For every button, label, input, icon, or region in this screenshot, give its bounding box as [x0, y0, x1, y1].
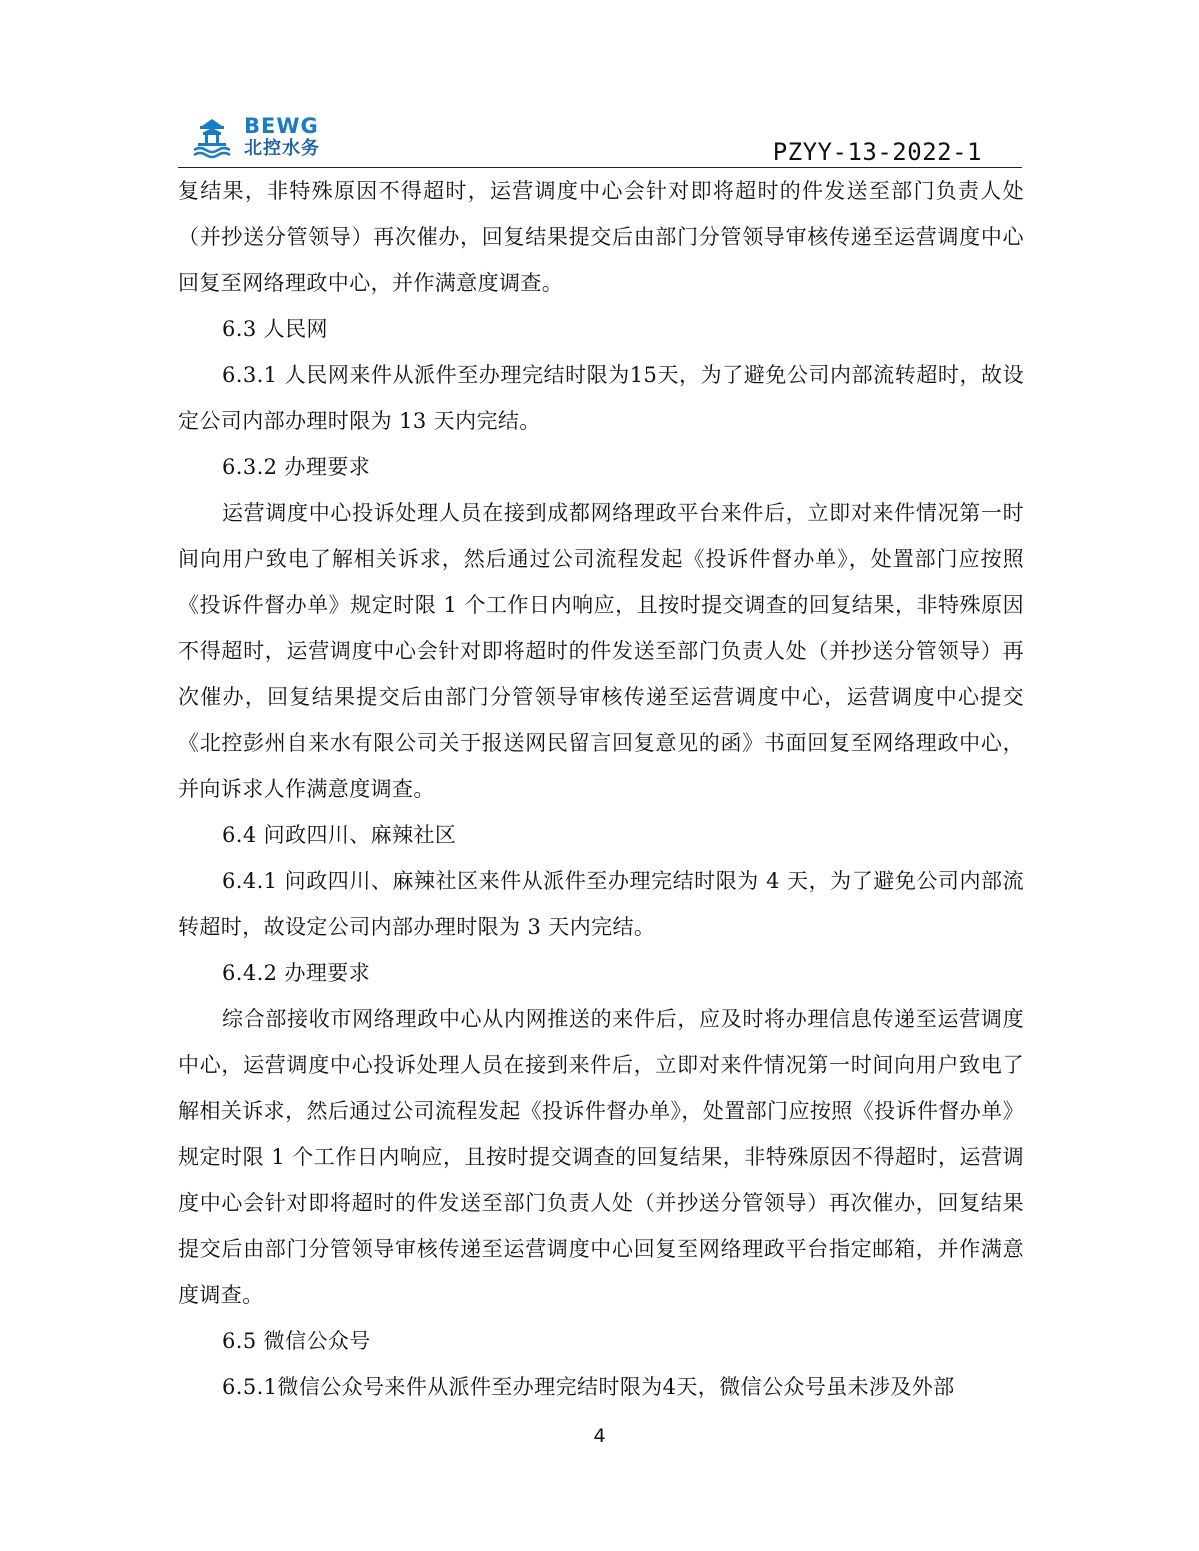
bewg-logo-icon: [188, 114, 236, 162]
page-number: 4: [593, 1425, 606, 1447]
paragraph-6-4-2-body: 综合部接收市网络理政中心从内网推送的来件后，应及时将办理信息传递至运营调度中心，运营调度中心投诉处理人员在接到来件后，立即对来件情况第一时间向用户致电了解相关诉求，然后通过公司流程发起《投诉件督办单》，处置部门应按照《投诉件督办单》规定时限 1 个工作日内响应，且按时提交调查的回复结果，非特殊原因不得超时，运营调度中心会针对即将超时的件发送至部门负责人处（并抄送分管领导）再次催办，回复结果提交后由部门分管领导审核传递至运营调度中心回复至网络理政平台指定邮箱，并作满意度调查。: [178, 1007, 1024, 1307]
logo-chinese-name: 北控水务: [244, 138, 320, 159]
section-heading-6-4-2: 6.4.2 办理要求: [222, 961, 371, 985]
paragraph-6-3-2-body: 运营调度中心投诉处理人员在接到成都网络理政平台来件后，立即对来件情况第一时间向用户致电了解相关诉求，然后通过公司流程发起《投诉件督办单》，处置部门应按照《投诉件督办单》规定时限 1 个工作日内响应，且按时提交调查的回复结果，非特殊原因不得超时，运营调度中心会针对即将超时的件发送至部门负责人处（并抄送分管领导）再次催办，回复结果提交后由部门分管领导审核传递至运营调度中心，运营调度中心提交《北控彭州自来水有限公司关于报送网民留言回复意见的函》书面回复至网络理政中心，并向诉求人作满意度调查。: [178, 501, 1024, 801]
section-heading-6-5: 6.5 微信公众号: [222, 1329, 371, 1353]
document-code: PZYY-13-2022-1: [772, 138, 982, 166]
document-body: [178, 168, 1024, 1410]
page-header: [178, 110, 1022, 168]
logo-english-name: BEWG: [244, 114, 319, 138]
paragraph-6-4-1: 6.4.1 问政四川、麻辣社区来件从派件至办理完结时限为 4 天，为了避免公司内部流转超时，故设定公司内部办理时限为 3 天内完结。: [178, 869, 1024, 939]
paragraph-6-3-1: 6.3.1 人民网来件从派件至办理完结时限为15天，为了避免公司内部流转超时，故设定公司内部办理时限为 13 天内完结。: [178, 363, 1024, 433]
section-heading-6-4: 6.4 问政四川、麻辣社区: [222, 823, 457, 847]
company-logo: [188, 114, 348, 164]
paragraph-continuation: 复结果，非特殊原因不得超时，运营调度中心会针对即将超时的件发送至部门负责人处（并抄送分管领导）再次催办，回复结果提交后由部门分管领导审核传递至运营调度中心回复至网络理政中心，并作满意度调查。: [178, 179, 1024, 295]
paragraph-6-5-1: 6.5.1微信公众号来件从派件至办理完结时限为4天，微信公众号虽未涉及外部: [222, 1375, 955, 1399]
section-heading-6-3-2: 6.3.2 办理要求: [222, 455, 371, 479]
section-heading-6-3: 6.3 人民网: [222, 317, 328, 341]
